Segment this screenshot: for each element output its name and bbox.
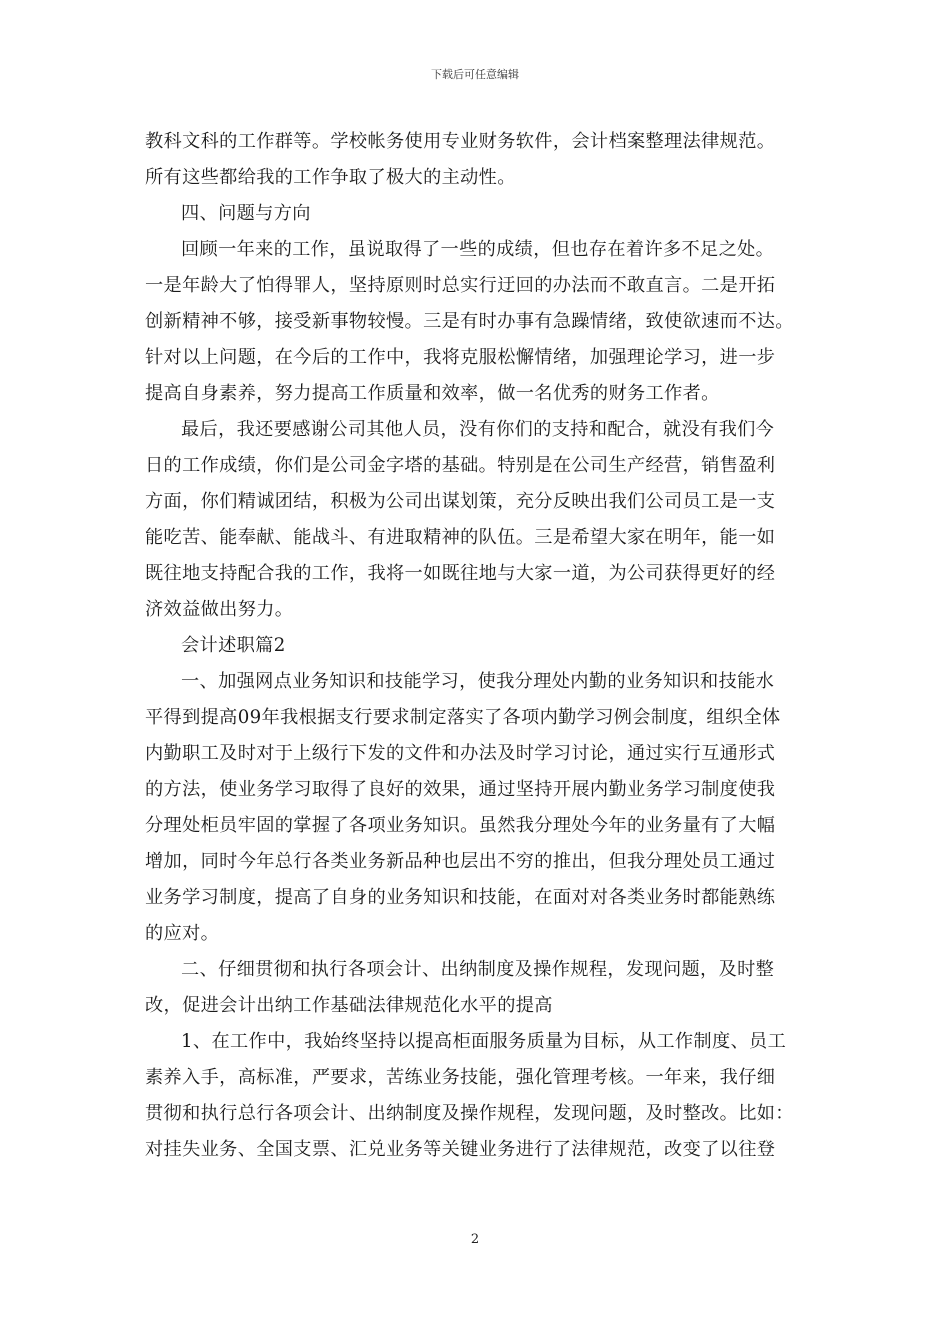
text-line: 分理处柜员牢固的掌握了各项业务知识。虽然我分理处今年的业务量有了大幅 [145, 815, 776, 836]
text-line: 针对以上问题，在今后的工作中，我将克服松懈情绪，加强理论学习，进一步 [145, 347, 776, 368]
page-number: 2 [470, 1232, 480, 1247]
text-line: 日的工作成绩，你们是公司金字塔的基础。特别是在公司生产经营，销售盈利 [145, 455, 776, 476]
text-line: 贯彻和执行总行各项会计、出纳制度及操作规程，发现问题，及时整改。比如： [145, 1103, 794, 1124]
text-line: 提高自身素养，努力提高工作质量和效率，做一名优秀的财务工作者。 [145, 383, 720, 404]
page-header: 下载后可任意编辑 [431, 68, 519, 81]
text-line: 的应对。 [145, 923, 220, 944]
text-line: 的方法，使业务学习取得了良好的效果，通过坚持开展内勤业务学习制度使我 [145, 779, 776, 800]
text-line: 能吃苦、能奉献、能战斗、有进取精神的队伍。三是希望大家在明年，能一如 [145, 527, 776, 548]
text-line: 教科文科的工作群等。学校帐务使用专业财务软件，会计档案整理法律规范。 [145, 131, 776, 152]
text-line: 回顾一年来的工作，虽说取得了一些的成绩，但也存在着许多不足之处。 [181, 239, 775, 260]
text-line: 一是年龄大了怕得罪人，坚持原则时总实行迂回的办法而不敢直言。二是开拓 [145, 275, 776, 296]
text-line: 创新精神不够，接受新事物较慢。三是有时办事有急躁情绪，致使欲速而不达。 [145, 311, 794, 332]
section-heading: 会计述职篇2 [181, 635, 286, 656]
text-line: 二、仔细贯彻和执行各项会计、出纳制度及操作规程，发现问题，及时整 [181, 959, 775, 980]
text-line: 既往地支持配合我的工作，我将一如既往地与大家一道，为公司获得更好的经 [145, 563, 776, 584]
text-line: 业务学习制度，提高了自身的业务知识和技能，在面对对各类业务时都能熟练 [145, 887, 776, 908]
section-heading: 四、问题与方向 [181, 203, 311, 224]
text-line: 1、在工作中，我始终坚持以提高柜面服务质量为目标，从工作制度、员工 [181, 1031, 787, 1052]
text-line: 平得到提高09年我根据支行要求制定落实了各项内勤学习例会制度，组织全体 [145, 707, 781, 728]
text-line: 所有这些都给我的工作争取了极大的主动性。 [145, 167, 516, 188]
text-line: 一、加强网点业务知识和技能学习，使我分理处内勤的业务知识和技能水 [181, 671, 775, 692]
text-line: 改，促进会计出纳工作基础法律规范化水平的提高 [145, 995, 553, 1016]
document-body [145, 124, 810, 1168]
text-line: 增加，同时今年总行各类业务新品种也层出不穷的推出，但我分理处员工通过 [145, 851, 776, 872]
text-line: 最后，我还要感谢公司其他人员，没有你们的支持和配合，就没有我们今 [181, 419, 775, 440]
text-line: 济效益做出努力。 [145, 599, 294, 620]
text-line: 方面，你们精诚团结，积极为公司出谋划策，充分反映出我们公司员工是一支 [145, 491, 776, 512]
text-line: 对挂失业务、全国支票、汇兑业务等关键业务进行了法律规范，改变了以往登 [145, 1139, 776, 1160]
text-line: 素养入手，高标准，严要求，苦练业务技能，强化管理考核。一年来，我仔细 [145, 1067, 776, 1088]
text-line: 内勤职工及时对于上级行下发的文件和办法及时学习讨论，通过实行互通形式 [145, 743, 776, 764]
